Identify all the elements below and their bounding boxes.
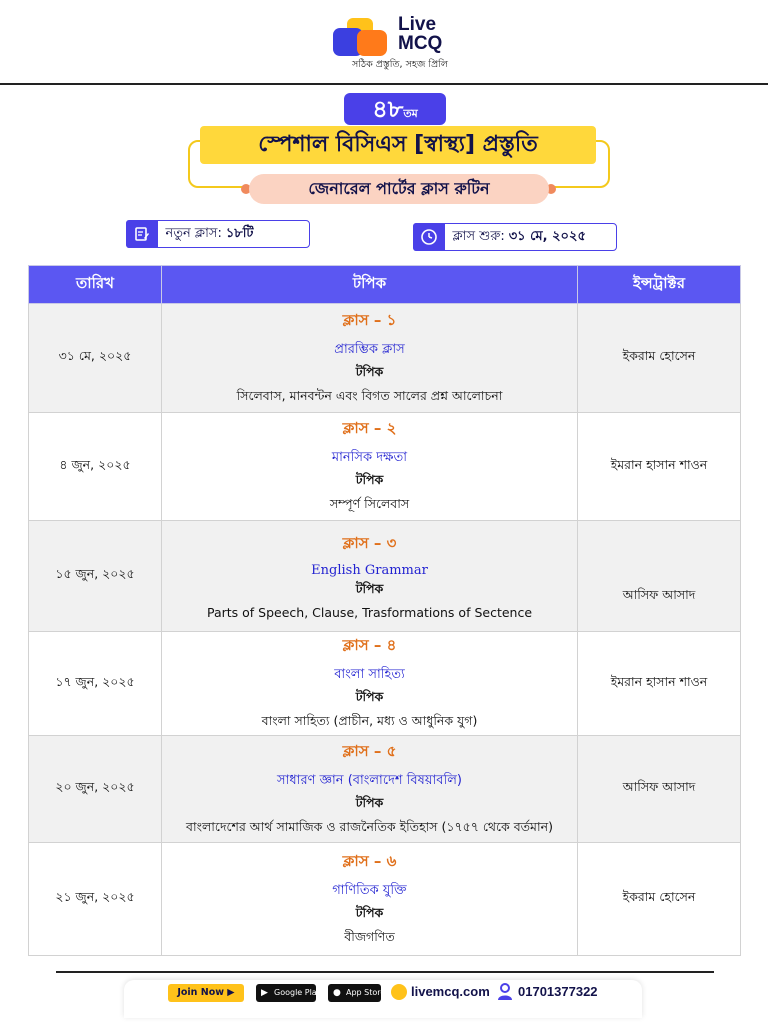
class-subject: বাংলা সাহিত্য xyxy=(334,667,405,682)
table-header-row xyxy=(29,266,741,304)
row-date: ১৫ জুন, ২০২৫ xyxy=(29,521,162,632)
row-instructor: ইমরান হাসান শাওন xyxy=(578,632,741,736)
google-play-button[interactable]: ▶ Google Play xyxy=(256,984,316,1002)
page-title: স্পেশাল বিসিএস [স্বাস্থ্য] প্রস্তুতি xyxy=(200,126,596,164)
table-row xyxy=(29,304,741,413)
class-start-value: ৩১ মে, ২০২৫ xyxy=(508,228,586,244)
class-number: ক্লাস – ২ xyxy=(342,419,397,437)
play-store-icon: ▶ xyxy=(261,988,268,998)
row-date: ২০ জুন, ২০২৫ xyxy=(29,736,162,843)
class-subject: সাধারণ জ্ঞান (বাংলাদেশ বিষয়াবলি) xyxy=(277,772,462,788)
row-instructor: ইকরাম হোসেন xyxy=(578,304,741,413)
header-logo xyxy=(0,12,768,72)
class-start-chip xyxy=(413,223,617,251)
topic-detail: বাংলা সাহিত্য (প্রাচীন, মধ্য ও আধুনিক যুগ) xyxy=(261,713,478,728)
topic-label: টপিক xyxy=(355,689,384,704)
footer-divider xyxy=(56,971,714,973)
row-topic xyxy=(162,304,578,413)
row-date: ৩১ মে, ২০২৫ xyxy=(29,304,162,413)
class-start-label: ক্লাস শুরু: xyxy=(452,228,505,244)
topic-label: টপিক xyxy=(355,794,384,810)
notepad-edit-icon xyxy=(126,220,158,248)
header-date: তারিখ xyxy=(29,266,162,304)
new-classes-chip xyxy=(126,220,310,248)
join-now-button[interactable]: Join Now ▶ xyxy=(168,984,244,1002)
website-link[interactable]: livemcq.com xyxy=(411,984,490,999)
topic-label: টপিক xyxy=(355,472,384,487)
row-topic xyxy=(162,632,578,736)
page-subtitle: জেনারেল পার্টের ক্লাস রুটিন xyxy=(249,174,549,204)
row-date: ২১ জুন, ২০২৫ xyxy=(29,843,162,956)
row-instructor: ইকরাম হোসেন xyxy=(578,843,741,956)
contact-person-icon xyxy=(497,983,513,1001)
class-subject: English Grammar xyxy=(311,563,428,578)
row-topic xyxy=(162,413,578,521)
new-classes-value: ১৮টি xyxy=(225,225,254,241)
brand-name: Live MCQ xyxy=(398,14,443,54)
phone-number[interactable]: 01701377322 xyxy=(518,984,598,999)
topic-label: টপিক xyxy=(355,581,384,596)
class-number: ক্লাস – ৩ xyxy=(342,534,397,552)
globe-icon xyxy=(391,984,407,1000)
row-instructor: আসিফ আসাদ xyxy=(578,521,741,632)
table-row xyxy=(29,413,741,521)
class-subject: গাণিতিক যুক্তি xyxy=(332,882,407,898)
topic-detail: Parts of Speech, Clause, Trasformations of Sectence xyxy=(206,605,533,620)
topic-detail: সম্পূর্ণ সিলেবাস xyxy=(329,496,410,511)
row-topic xyxy=(162,521,578,632)
table-row xyxy=(29,843,741,956)
topic-detail: বীজগণিত xyxy=(344,928,395,944)
table-row xyxy=(29,632,741,736)
class-number: ক্লাস – ৫ xyxy=(342,741,397,760)
topic-detail: বাংলাদেশের আর্থ সামাজিক ও রাজনৈতিক ইতিহাস (১৭৫৭ থেকে বর্তমান) xyxy=(186,818,553,834)
row-instructor: আসিফ আসাদ xyxy=(578,736,741,843)
row-instructor: ইমরান হাসান শাওন xyxy=(578,413,741,521)
apple-icon: ● xyxy=(333,988,341,998)
class-subject: প্রারম্ভিক ক্লাস xyxy=(334,341,405,357)
topic-label: টপিক xyxy=(355,904,384,920)
header-topic: টপিক xyxy=(162,266,578,304)
row-topic xyxy=(162,843,578,956)
topic-label: টপিক xyxy=(355,363,384,379)
clock-icon xyxy=(413,223,445,251)
class-subject: মানসিক দক্ষতা xyxy=(331,450,408,465)
class-number: ক্লাস – ১ xyxy=(342,310,397,329)
bcs-number-badge: ৪৮তম xyxy=(344,93,446,125)
topic-detail: সিলেবাস, মানবন্টন এবং বিগত সালের প্রশ্ন আলোচনা xyxy=(236,387,503,403)
header-instructor: ইন্সট্রাক্টর xyxy=(578,266,741,304)
row-topic xyxy=(162,736,578,843)
row-date: ৪ জুন, ২০২৫ xyxy=(29,413,162,521)
table-row xyxy=(29,521,741,632)
header-divider xyxy=(0,83,768,85)
brand-tagline: সঠিক প্রস্তুতি, সহজ প্রিলি xyxy=(352,59,448,70)
class-number: ক্লাস – ৬ xyxy=(342,851,397,870)
table-row xyxy=(29,736,741,843)
row-date: ১৭ জুন, ২০২৫ xyxy=(29,632,162,736)
class-routine-table xyxy=(28,265,741,956)
new-classes-label: নতুন ক্লাস: xyxy=(165,225,222,241)
livemcq-logo-icon xyxy=(333,18,387,58)
app-store-button[interactable]: ● App Store xyxy=(328,984,381,1002)
class-number: ক্লাস – ৪ xyxy=(342,636,397,654)
